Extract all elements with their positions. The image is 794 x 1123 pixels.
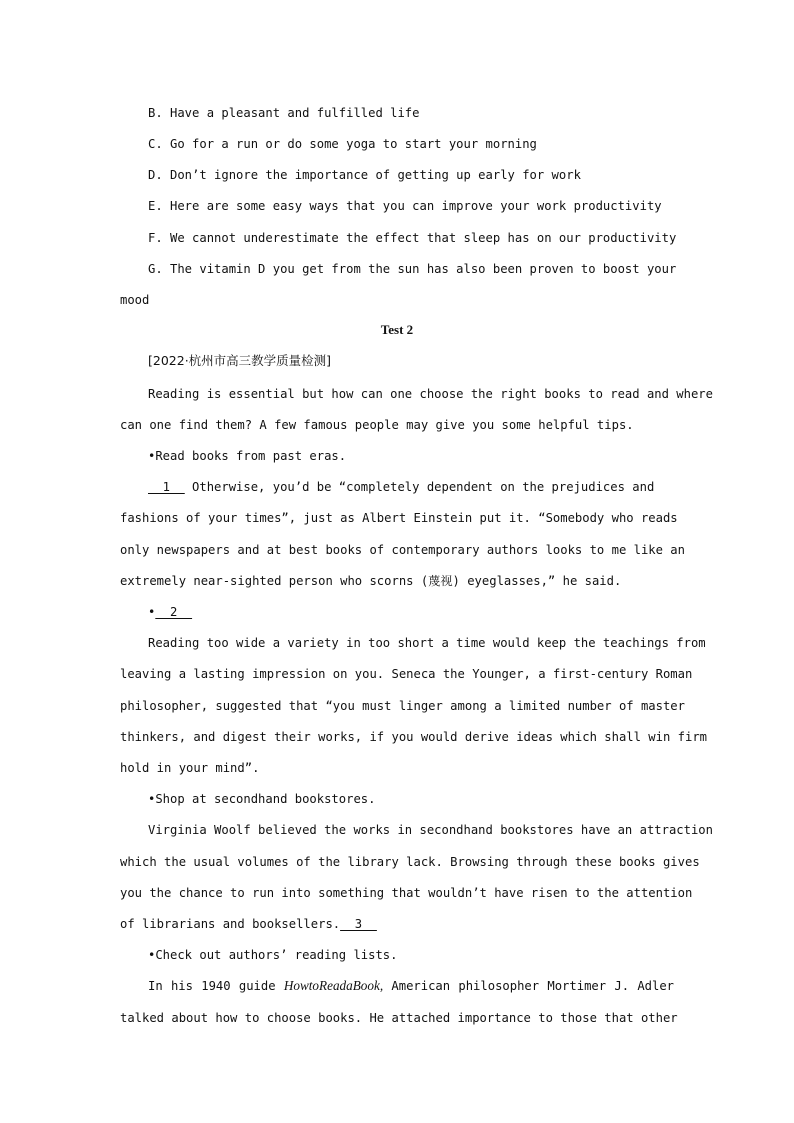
paragraph-adler-line: talked about how to choose books. He attached importance to those that other [120,1011,678,1025]
blank-3[interactable]: __3__ [340,917,377,931]
paragraph-seneca-line: thinkers, and digest their works, if you would derive ideas which shall win firm [120,730,707,744]
tip-heading-secondhand: •Shop at secondhand bookstores. [148,792,376,806]
paragraph-seneca-line: hold in your mind”. [120,761,260,775]
blank-1[interactable]: __1__ [148,480,185,494]
test-source: [2022·杭州市高三教学质量检测] [148,353,332,368]
tip-heading-reading-lists: •Check out authors’ reading lists. [148,948,398,962]
paragraph-woolf-line: you the chance to run into something that wouldn’t have risen to the attention [120,886,693,900]
test-title: Test 2 [380,322,414,337]
option-f: F. We cannot underestimate the effect that sleep has on our productivity [148,231,677,245]
paragraph-einstein-line: extremely near-sighted person who scorns (蔑视) eyeglasses,” he said. [120,574,622,588]
option-b: B. Have a pleasant and fulfilled life [148,106,420,120]
paragraph-text: of librarians and booksellers. [120,917,341,931]
paragraph-text: American philosopher Mortimer J. Adler [383,979,675,993]
paragraph-woolf-line: Virginia Woolf believed the works in secondhand bookstores have an attraction [148,823,713,837]
paragraph-einstein-line [148,479,674,495]
paragraph-text: In his 1940 guide [148,979,284,993]
document-page [120,0,713,1123]
paragraph-einstein-line: fashions of your times”, just as Albert Einstein put it. “Somebody who reads [120,511,678,525]
paragraph-seneca-line: leaving a lasting impression on you. Seneca the Younger, a first-century Roman [120,667,693,681]
option-d: D. Don’t ignore the importance of getting up early for work [148,168,581,182]
paragraph-woolf-line [120,916,674,932]
paragraph-intro-line: Reading is essential but how can one choose the right books to read and where [148,387,713,401]
paragraph-seneca-line: philosopher, suggested that “you must linger among a limited number of master [120,699,685,713]
option-g: G. The vitamin D you get from the sun has also been proven to boost your [148,262,677,276]
blank-2[interactable]: __2__ [155,605,193,619]
book-title: HowtoReadaBook, [283,978,384,993]
paragraph-woolf-line: which the usual volumes of the library lack. Browsing through these books gives [120,855,700,869]
bullet: • [148,605,156,619]
option-c: C. Go for a run or do some yoga to start your morning [148,137,537,151]
paragraph-adler-line [148,978,674,994]
tip-heading-blank-2 [148,604,674,620]
option-e: E. Here are some easy ways that you can improve your work productivity [148,199,662,213]
tip-heading-past-eras: •Read books from past eras. [148,449,347,463]
option-g-continued: mood [120,293,150,307]
paragraph-text: Otherwise, you’d be “completely dependent on the prejudices and [184,480,655,494]
paragraph-intro-line: can one find them? A few famous people may give you some helpful tips. [120,418,634,432]
paragraph-einstein-line: only newspapers and at best books of contemporary authors looks to me like an [120,543,685,557]
paragraph-seneca-line: Reading too wide a variety in too short a time would keep the teachings from [148,636,706,650]
